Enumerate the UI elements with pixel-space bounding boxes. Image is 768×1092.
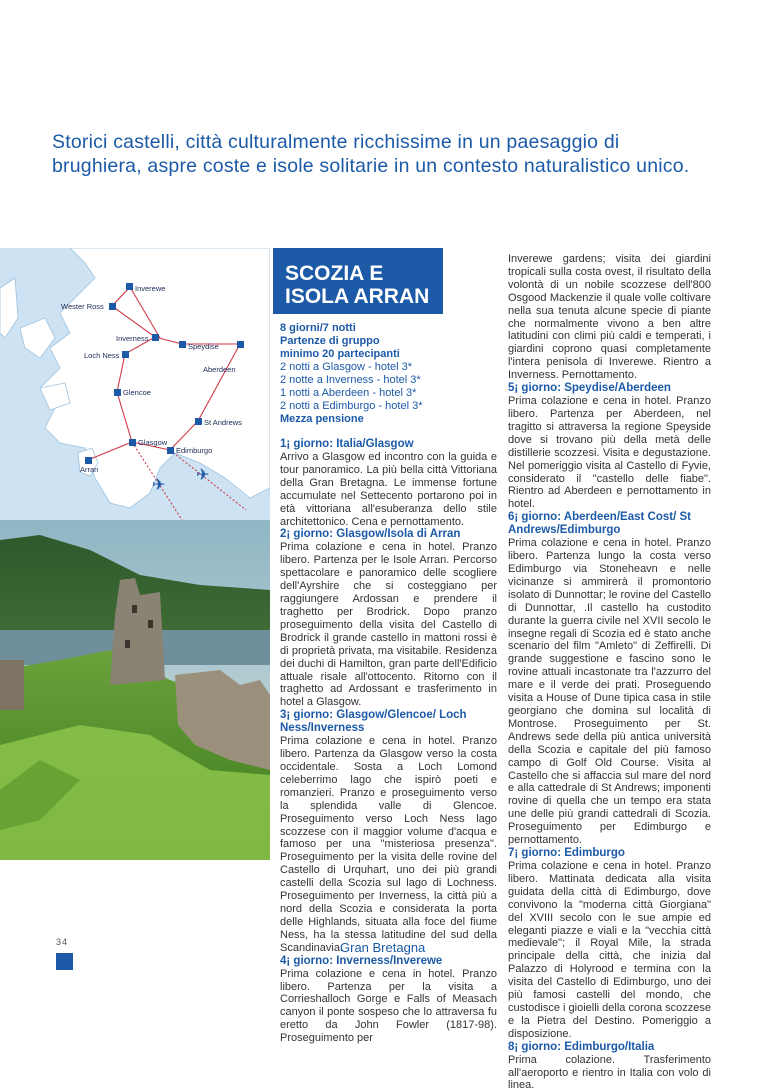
itinerary-column-1	[280, 322, 497, 1045]
tour-title-line-2: ISOLA ARRAN	[285, 285, 430, 308]
headline-line-2: brughiera, aspre coste e isole solitarie in un contesto naturalistico unico.	[52, 155, 690, 177]
map-label-arran: Arran	[80, 465, 99, 474]
tour-summary	[280, 322, 497, 426]
map-label-st-andrews: St Andrews	[204, 418, 242, 427]
summary-nights-edimburgo: 2 notti a Edimburgo - hotel 3*	[280, 400, 423, 412]
footer-section: Gran Bretagna	[340, 940, 426, 955]
day-6-text: Prima colazione e cena in hotel. Pranzo libero. Partenza lungo la costa verso Edimburgo via Stoneheavn e nelle vicinanze si ammirerà il promontorio isolato di Dunnottar; le rovine del Castello di Dunnottar, .Il castello ha custodito durante la guerra civile nel XVII secolo le insegne regali di Scozia ed è stato anche scenario del film "Amleto" di Zeffirelli. Di grande suggestione e fascino sono le rovine attuali incastonate tra l'azzurro del mare e il verde dei prati. Proseguendo visita a House of Dune tipica casa in stile georgiano che domina sul località di Montrose. Proseguimento per St. Andrews sede della più antica università della Scozia e capitale del più famoso campo di Golf Old Course. Visita al Castello che si affaccia sul mare del nord e alla cattedrale di St Andrews; imponenti rovine di quella che un tempo era stata une delle più grandi cattedrali di Scozia. Proseguimento per Edimburgo e pernottamento.	[508, 537, 712, 847]
route-map	[0, 248, 270, 520]
summary-departures: Partenze di gruppo	[280, 335, 380, 347]
day-3-heading: 3¡ giorno: Glasgow/Glencoe/ Loch Ness/Inverness	[280, 709, 467, 735]
map-label-speydise: Speydise	[188, 342, 219, 351]
summary-nights-aberdeen: 1 notti a Aberdeen - hotel 3*	[280, 387, 417, 399]
day-8-heading: 8¡ giorno: Edimburgo/Italia	[508, 1040, 655, 1053]
map-pin-glasgow	[129, 438, 168, 447]
day-8-text: Prima colazione. Trasferimento all'aeroporto e rientro in Italia con volo di linea.	[508, 1053, 711, 1092]
day-5-text: Prima colazione e cena in hotel. Pranzo libero. Partenza per Aberdeen, nel tragitto si attraversa la regione Speyside dove si trovano più della metà delle distillerie scozzesi. Visita e degustazione. Nel pomeriggio visita al Castello di Fyvie, considerato il "castello delle fiabe". Rientro ad Aberdeen e pernottamento in hotel.	[508, 395, 711, 511]
day-1-text: Arrivo a Glasgow ed incontro con la guida e tour panoramico. La più bella città Vittoriana della Gran Bretagna. Le immense fortune accumulate nel Settecento portarono poi in età vittoriana all'esuberanza dello stile architettonico. Cena e pernottamento.	[280, 451, 497, 528]
map-label-edimburgo: Edimburgo	[176, 446, 213, 455]
map-label-glencoe: Glencoe	[123, 388, 151, 397]
day-5-heading: 5¡ giorno: Speydise/Aberdeen	[508, 382, 671, 395]
map-label-wester-ross: Wester Ross	[61, 302, 104, 311]
day-4-text: Prima colazione e cena in hotel. Pranzo libero. Partenza per la visita a Corrieshalloch Gorge e Falls of Measach canyon il ponte sospeso che lo attraversa fu eretto da John Fowler (1817-98). Proseguimento per	[280, 967, 497, 1045]
day-7-text: Prima colazione e cena in hotel. Pranzo libero. Mattinata dedicata alla visita guidata della città di Edimburgo, dove convivono la "moderna città Giorgiana" del XVIII secolo con le sue ampie ed eleganti piazze e viali e la "vecchia città medievale"; il Royal Mile, la strada principale della città, che inizia dal Palazzo di Holyrood e termina con la visita del Castello di Edimburgo, uno dei più famosi castelli del mondo, che custodisce i gioielli della corona scozzese e la Pietra del Destino. Pomeriggio a disposizione.	[508, 859, 711, 1040]
tour-title	[273, 248, 443, 314]
castle-photo	[0, 520, 270, 860]
page-marker-square	[56, 953, 73, 970]
page-number: 34	[56, 937, 69, 947]
headline	[52, 130, 732, 178]
map-label-inverness: Inverness	[116, 334, 149, 343]
airplane-icon: ✈	[196, 465, 210, 484]
itinerary-column-2	[508, 253, 711, 1092]
map-label-loch-ness: Loch Ness	[84, 351, 120, 360]
day-6-heading: 6¡ giorno: Aberdeen/East Cost/ St Andrews/Edimburgo	[508, 511, 691, 537]
day-1-heading: 1¡ giorno: Italia/Glasgow	[280, 438, 414, 450]
map-label-glasgow: Glasgow	[138, 438, 168, 447]
summary-board: Mezza pensione	[280, 413, 364, 425]
day-3-text: Prima colazione e cena in hotel. Pranzo libero. Partenza da Glasgow verso la costa occidentale. Sosta a Loch Lomond celeberrimo lago che ispirò poeti e romanzieri. Pranzo e proseguimento verso la splendida valle di Glencoe. Proseguimento verso Loch Ness lago scozzese con il maggior volume d'acqua e famoso per una "misteriosa presenza". Proseguimento per la visita delle rovine del Castello di Urquhart, uno dei più grandi castelli della Scozia sul lago di Lochness. Proseguimento per Inverness, la città più a nord della Scozia e considerata la porta delle Highlands, situata alla foce del fiume Ness, ha la stessa latitudine del sud della Scandinavia.	[280, 735, 497, 954]
summary-min-participants: minimo 20 partecipanti	[280, 348, 400, 360]
day-2-text: Prima colazione e cena in hotel. Pranzo libero. Partenza per le Isole Arran. Percorso spettacolare e panoramico delle scogliere dell'Ayrshire che si costeggiano per raggiungere Ardossan e prendere il traghetto per Brodrick. Dopo pranzo proseguimento della visita del Castello di Brodrick il grande castello in mattoni rossi è di proprietà privata, ma visitabile. Residenza dei duchi di Hamilton, gran parte dell'Edificio attuale risale all'ottocento. Ritorno con il traghetto ad Ardossant e trasferimento in hotel a Glasgow.	[280, 541, 497, 709]
airplane-icon: ✈	[152, 475, 166, 494]
day-7-heading: 7¡ giorno: Edimburgo	[508, 846, 625, 859]
summary-nights-glasgow: 2 notti a Glasgow - hotel 3*	[280, 361, 413, 373]
day-4-heading: 4¡ giorno: Inverness/Inverewe	[280, 954, 443, 967]
map-pin-edimburgo	[167, 446, 212, 455]
map-label-inverewe: Inverewe	[135, 284, 166, 293]
map-pin-glencoe	[114, 388, 151, 397]
day-2-heading: 2¡ giorno: Glasgow/Isola di Arran	[280, 528, 461, 541]
day-4-text-continued: Inverewe gardens; visita dei giardini tropicali sulla costa ovest, il risultato della volontà di un nobile scozzese dell'800 Osgood Mackenzie il quale volle coltivare nella sua tenuta alcune specie di piante che normalmente vivono a ben altre latitudini con climi più caldi e temperati, i giardini coprono quasi completamente l'intera penisola di Inverewe. Rientro a Inverness. Pernottamento.	[508, 253, 711, 382]
summary-duration: 8 giorni/7 notti	[280, 322, 356, 334]
headline-line-1: Storici castelli, città culturalmente ricchissime in un paesaggio di	[52, 131, 620, 153]
tour-title-line-1: SCOZIA E	[285, 262, 384, 285]
map-label-aberdeen: Aberdeen	[203, 365, 236, 374]
summary-nights-inverness: 2 notte a Inverness - hotel 3*	[280, 374, 421, 386]
